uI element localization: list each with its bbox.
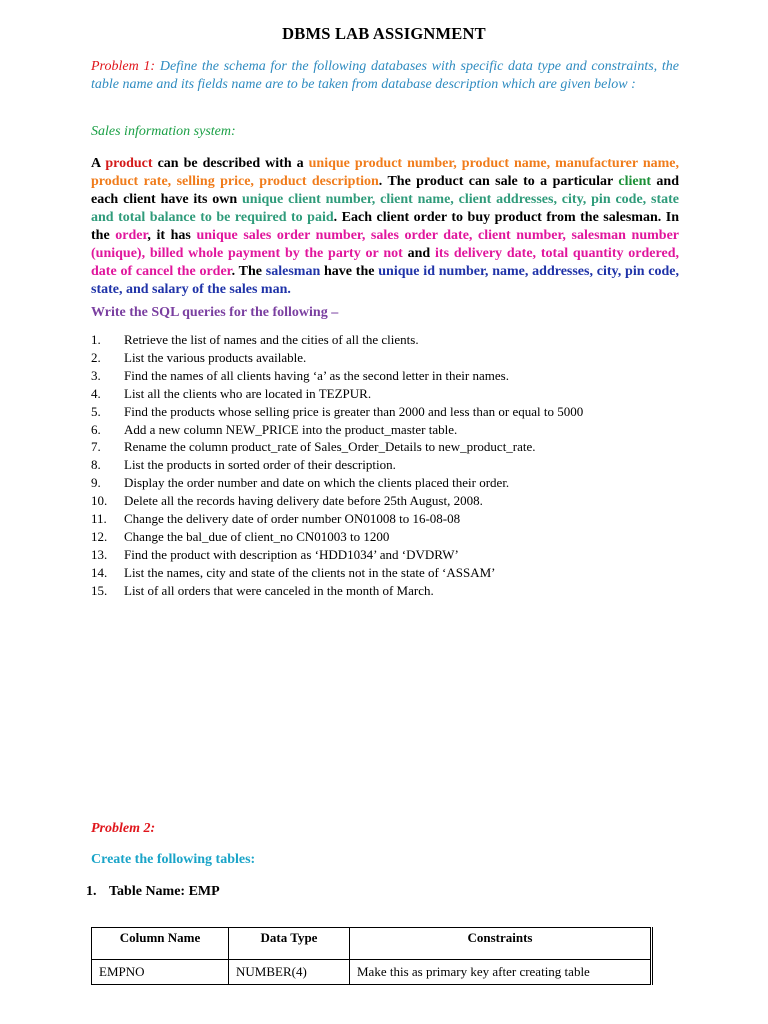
list-item: [91, 403, 691, 421]
list-text: List the products in sorted order of their description.: [124, 457, 396, 473]
list-item: [91, 528, 691, 546]
desc-salesman: salesman: [265, 264, 321, 279]
problem-1-paragraph: [91, 58, 679, 93]
list-item: [91, 474, 691, 492]
list-number: 4.: [91, 385, 101, 401]
list-item: [91, 367, 691, 385]
list-number: 8.: [91, 457, 101, 473]
desc-product-attributes: product name, manufacturer name, product rate, selling price, product description: [91, 156, 680, 189]
desc-product: product: [105, 156, 153, 171]
list-number: 9.: [91, 475, 101, 491]
list-item: [91, 331, 691, 349]
list-item: [91, 438, 691, 456]
desc-text: and each client have its own: [91, 174, 679, 207]
desc-client: client: [618, 174, 652, 189]
list-number: 1.: [91, 332, 101, 347]
desc-product-number: unique product number: [308, 156, 454, 171]
sql-query-list: [91, 331, 691, 600]
list-item: [91, 385, 691, 403]
desc-client-attributes: unique client number, client name, client addresses, city, pin code, state and total balance to be required to paid: [91, 192, 680, 225]
desc-text: . Each client order to buy product from the salesman. In the: [91, 210, 680, 243]
desc-text: . The: [231, 264, 266, 279]
problem-1-label: Problem 1:: [91, 59, 156, 74]
list-number: 7.: [91, 439, 101, 455]
problem-2-label: Problem 2:: [91, 821, 156, 836]
column-header: Data Type: [229, 928, 350, 960]
list-text: Retrieve the list of names and the cities of all the clients.: [124, 332, 419, 347]
list-text: Find the names of all clients having ‘a’ as the second letter in their names.: [124, 367, 509, 383]
desc-text: and: [402, 246, 436, 261]
table-cell: Make this as primary key after creating table: [350, 960, 652, 985]
list-item: [91, 456, 691, 474]
list-text: Change the delivery date of order number ON01008 to 16-08-08: [124, 511, 461, 527]
create-tables-heading: Create the following tables:: [91, 852, 256, 867]
table-cell: EMPNO: [92, 960, 229, 985]
list-text: Rename the column product_rate of Sales_Order_Details to new_product_rate.: [124, 439, 536, 455]
table-name: Table Name: EMP: [109, 884, 220, 899]
emp-table: [91, 927, 653, 985]
list-text: Find the products whose selling price is greater than 2000 and less than or equal to 5000: [124, 403, 584, 419]
list-number: 13.: [91, 546, 108, 562]
list-item: [91, 349, 691, 367]
problem-1-text: Define the schema for the following databases with specific data type and constraints, the table name and its fields name are to be taken from database description which are given below :: [91, 59, 679, 92]
table-row: [92, 960, 652, 985]
list-text: Delete all the records having delivery date before 25th August, 2008.: [124, 493, 483, 509]
list-number: 15.: [91, 582, 108, 598]
list-text: List the various products available.: [124, 349, 307, 365]
desc-order-attributes-2: its delivery date, total quantity ordered, date of cancel the order: [91, 246, 679, 279]
sql-queries-heading: Write the SQL queries for the following –: [91, 305, 339, 320]
desc-text: ,: [453, 156, 462, 171]
list-item: [91, 582, 691, 600]
list-text: Display the order number and date on which the clients placed their order.: [124, 475, 510, 491]
list-item: [91, 546, 691, 564]
list-number: 12.: [91, 528, 108, 544]
table-cell: NUMBER(4): [229, 960, 350, 985]
desc-order-attributes: unique sales order number, sales order date, client number, salesman number (unique), billed whole payment by the party or not: [91, 228, 680, 261]
list-number: 2.: [91, 349, 101, 365]
list-item: [91, 564, 691, 582]
list-number: 11.: [91, 511, 107, 527]
table-header-row: [92, 928, 652, 960]
list-item: [91, 421, 691, 439]
desc-text: can be described with a: [152, 156, 309, 171]
table-number: 1.: [86, 884, 97, 899]
desc-text: A: [91, 156, 106, 171]
list-number: 14.: [91, 564, 108, 580]
list-text: List the names, city and state of the clients not in the state of ‘ASSAM’: [124, 564, 496, 580]
list-text: List of all orders that were canceled in the month of March.: [124, 582, 434, 598]
list-text: Add a new column NEW_PRICE into the product_master table.: [124, 421, 458, 437]
column-header: Constraints: [350, 928, 652, 960]
column-header: Column Name: [92, 928, 229, 960]
list-text: List all the clients who are located in TEZPUR.: [124, 385, 372, 401]
sales-description: [91, 155, 679, 299]
list-text: Change the bal_due of client_no CN01003 to 1200: [124, 528, 390, 544]
desc-text: , it has: [147, 228, 197, 243]
desc-text: have the: [320, 264, 379, 279]
table-name-heading: [86, 884, 220, 900]
desc-text: . The product can sale to a particular: [378, 174, 619, 189]
sales-info-heading: Sales information system:: [91, 124, 236, 139]
list-item: [91, 492, 691, 510]
desc-order: order: [115, 228, 148, 243]
list-number: 6.: [91, 421, 101, 437]
list-number: 10.: [91, 493, 108, 509]
desc-salesman-attributes: unique id number, name, addresses, city, pin code, state, and salary of the sales man.: [91, 264, 679, 297]
list-text: Find the product with description as ‘HDD1034’ and ‘DVDRW’: [124, 546, 459, 562]
list-number: 3.: [91, 367, 101, 383]
list-item: [91, 510, 691, 528]
list-number: 5.: [91, 403, 101, 419]
page-title: DBMS LAB ASSIGNMENT: [282, 24, 486, 43]
